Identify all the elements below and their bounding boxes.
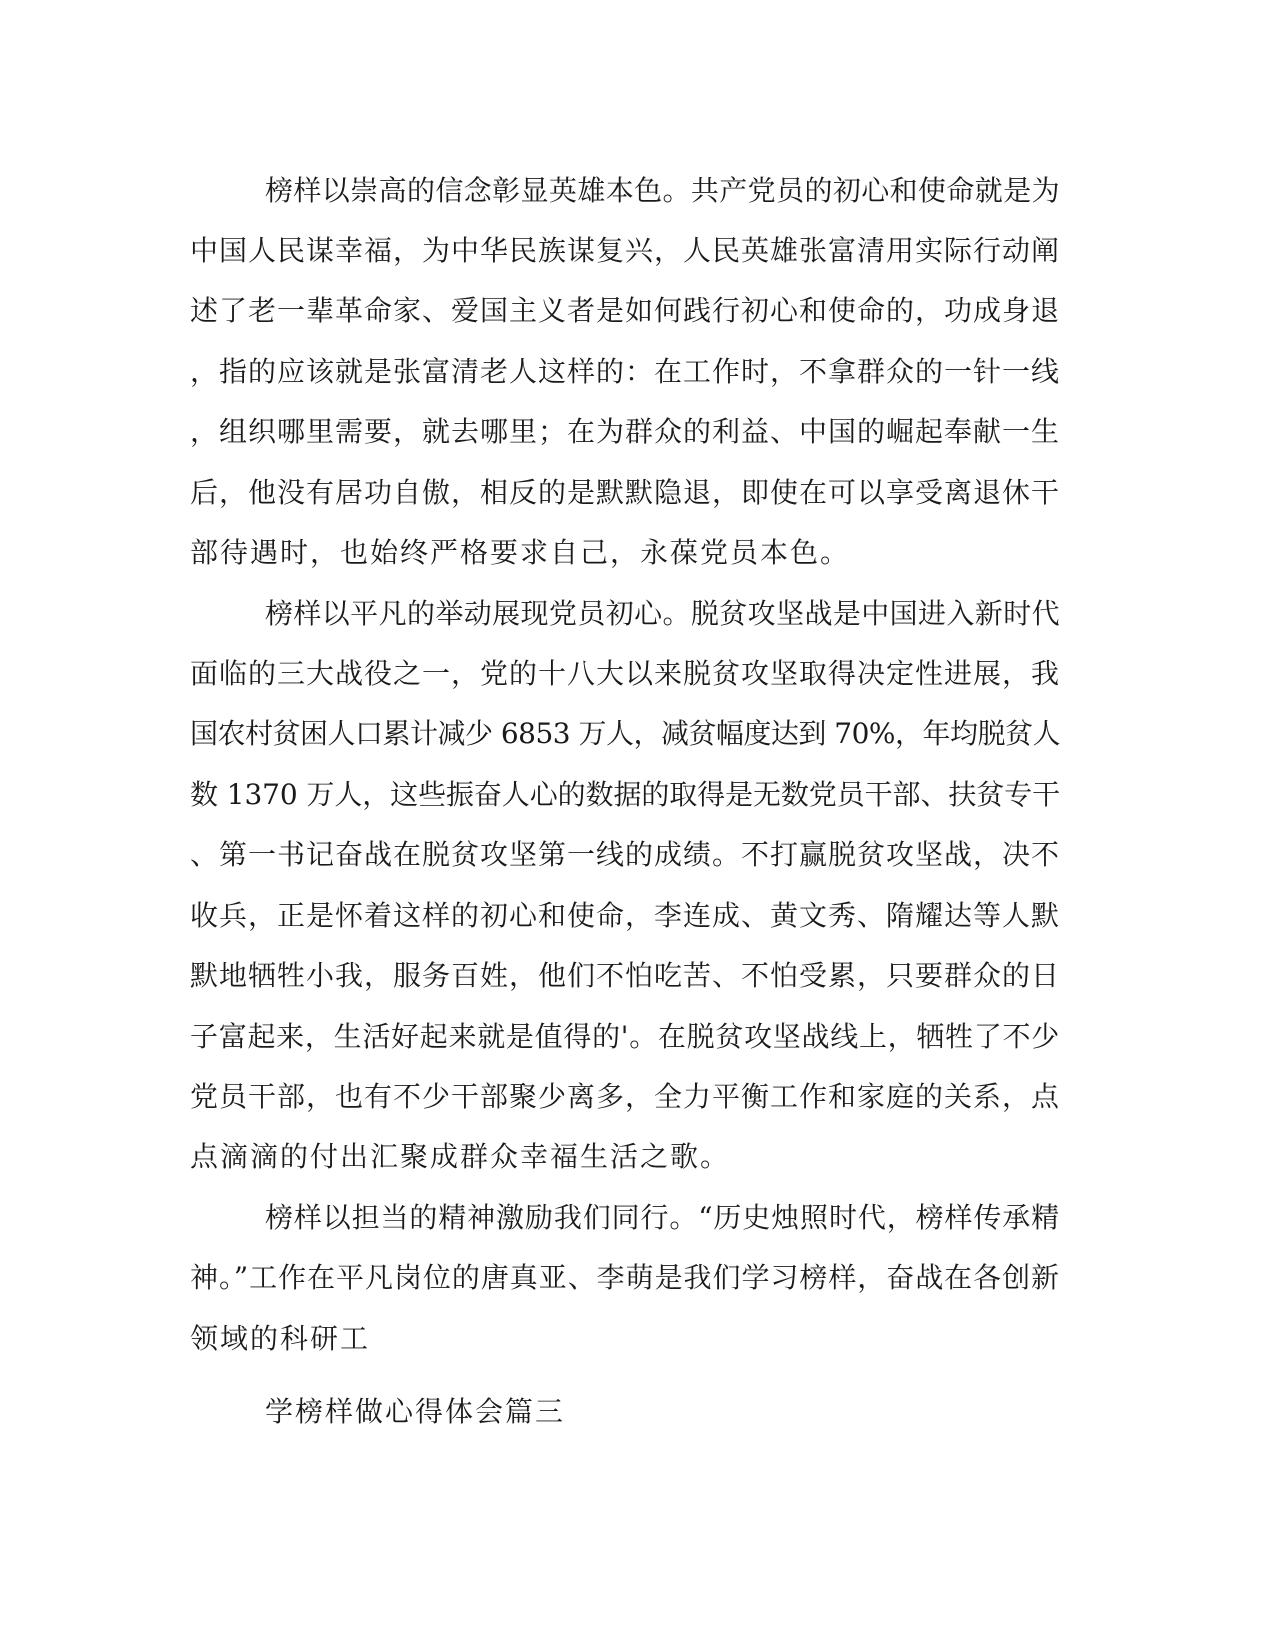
paragraph-line: 神。”工作在平凡岗位的唐真亚、李萌是我们学习榜样，奋战在各创新 [190,1261,1060,1294]
paragraph-line: 榜样以平凡的举动展现党员初心。脱贫攻坚战是中国进入新时代 [265,597,1060,630]
paragraph-line: 党员干部，也有不少干部聚少离多，全力平衡工作和家庭的关系，点 [190,1080,1060,1113]
paragraph-line: 点滴滴的付出汇聚成群众幸福生活之歌。 [190,1140,731,1173]
paragraph-line: 榜样以崇高的信念彰显英雄本色。共产党员的初心和使命就是为 [265,174,1060,207]
paragraph-line: 子富起来，生活好起来就是值得的'。在脱贫攻坚战线上，牺牲了不少 [190,1020,1060,1053]
paragraph-line: 后，他没有居功自傲，相反的是默默隐退，即使在可以享受离退休干 [190,476,1060,509]
paragraph-line: 、第一书记奋战在脱贫攻坚第一线的成绩。不打赢脱贫攻坚战，决不 [190,838,1060,871]
paragraph-line: 述了老一辈革命家、爱国主义者是如何践行初心和使命的，功成身退 [190,294,1060,327]
section-heading: 学榜样做心得体会篇三 [265,1395,566,1428]
paragraph-line: 国农村贫困人口累计减少 6853 万人，减贫幅度达到 70%，年均脱贫人 [190,717,1060,750]
paragraph-line: 榜样以担当的精神激励我们同行。“历史烛照时代，榜样传承精 [265,1201,1060,1234]
paragraph-line: 领域的科研工 [190,1322,371,1355]
paragraph-line: ，组织哪里需要，就去哪里；在为群众的利益、中国的崛起奉献一生 [190,415,1060,448]
paragraph-line: 中国人民谋幸福，为中华民族谋复兴，人民英雄张富清用实际行动阐 [190,234,1060,267]
paragraph-line: ，指的应该就是张富清老人这样的：在工作时，不拿群众的一针一线 [190,355,1060,388]
paragraph-line: 收兵，正是怀着这样的初心和使命，李连成、黄文秀、隋耀达等人默 [190,899,1060,932]
paragraph-line: 默地牺牲小我，服务百姓，他们不怕吃苦、不怕受累，只要群众的日 [190,959,1060,992]
paragraph-line: 面临的三大战役之一，党的十八大以来脱贫攻坚取得决定性进展，我 [190,657,1060,690]
paragraph-line: 部待遇时，也始终严格要求自己，永葆党员本色。 [190,536,851,569]
paragraph-line: 数 1370 万人，这些振奋人心的数据的取得是无数党员干部、扶贫专干 [190,778,1060,811]
